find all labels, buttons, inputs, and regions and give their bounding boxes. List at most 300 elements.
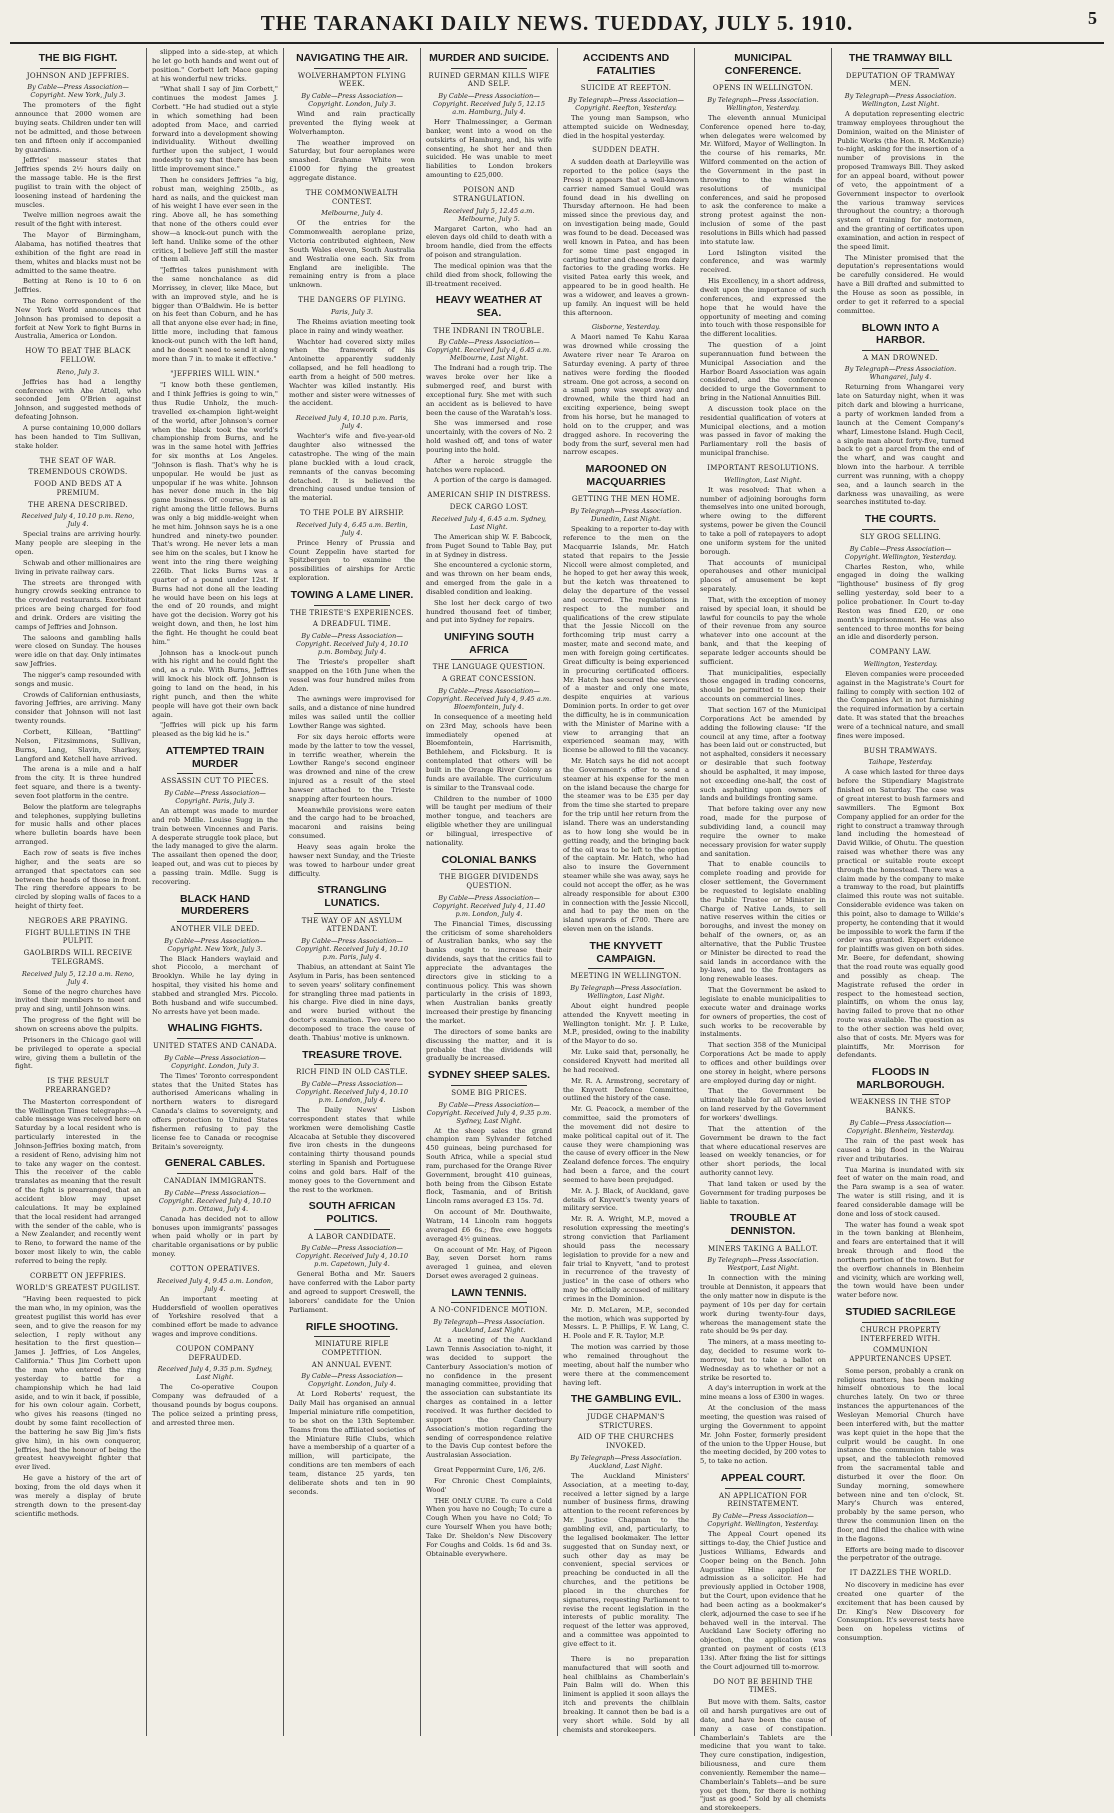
article-paragraph: An important meeting at Huddersfield of woollen operatives of Yorkshire resolved that a combined effort be made to advance wages and improve conditions. (152, 1294, 278, 1339)
article-headline: ATTEMPTED TRAIN MURDER (165, 745, 265, 770)
article-subheading: THE SEAT OF WAR. (39, 456, 117, 465)
article-subheading: COMPANY LAW. (869, 648, 932, 657)
article (700, 464, 826, 1206)
article-paragraph: Heavy seas again broke the hawser next Sunday, and the Trieste was towed to harbour under great difficulty. (289, 842, 415, 878)
article-body (837, 670, 964, 741)
article-subheading: CHURCH PROPERTY INTERFERED WITH. (860, 1325, 941, 1343)
article-headline: COLONIAL BANKS (441, 853, 537, 866)
article-body (152, 807, 278, 887)
article (563, 1655, 689, 1735)
article-paragraph: There is no preparation manufactured that will sooth and heal chilblains as Chamberlain's Pain Balm will do. When this liniment is applied it soon allays the itch and prevents the chilblain breaking. It cannot then be bad is a very short while. Sold by all chemists and storekeepers. (563, 1654, 689, 1734)
article (426, 1069, 552, 1281)
article-subheading: THE COMMONWEALTH CONTEST. (305, 188, 399, 206)
article-paragraph: The question of a joint superannuation fund between the Municipal Association and the Harbor Board Association was again considered, and the conference decided to urge the Government to bring in the National Annuities Bill. (700, 341, 826, 403)
article-subheading: IS THE RESULT PREARRANGED? (45, 1077, 111, 1094)
article (152, 370, 278, 740)
article-body (289, 1390, 415, 1496)
article (289, 884, 415, 1042)
article-paragraph: An attempt was made to murder and rob Mdlle. Louise Sugg in the train between Vincennes and Paris. A desperate struggle took place, but the lady managed to give the alarm. The assailant then opened the door, leaped out, and was cut to pieces by a passing train. Mdlle. Sugg is recovering. (152, 806, 278, 886)
article-headline: BLACK HAND MURDERERS (180, 892, 250, 918)
article-body (837, 110, 964, 315)
article-paragraph: That land taken or used by the Government for trading purposes be liable to taxation. (700, 1179, 826, 1206)
article-subheading: GETTING THE MEN HOME. (571, 495, 681, 504)
article-paragraph: Mr. G. Peacock, a member of the committee, said the promoters of the movement did not desire to make political capital out of it. The cause they were championing was the cause of every officer in the New Zealand defence forces. The enquiry had been a farce, and the court seemed to have been prejudged. (563, 1105, 689, 1184)
article-subheading: A DREADFUL TIME. (312, 620, 392, 629)
article-byline: Received July 4, 6.45 a.m. Sydney, Last Night. (431, 514, 547, 531)
article-byline: By Cable—Press Association—Copyright. Blenheim, Yesterday. (846, 1118, 955, 1135)
article-paragraph: Efforts are being made to discover the perpetrator of the outrage. (837, 1545, 964, 1563)
article-subheading: SLY GROG SELLING. (859, 532, 942, 541)
article-paragraph: Prisoners in the Chicago gaol will be privileged to operate a special wire, giving them a bulletin of the fight. (15, 1035, 141, 1071)
article-body (426, 533, 552, 625)
article-body (426, 1127, 552, 1281)
article-byline: Received July 4, 9.35 p.m. Sydney, Last Night. (157, 1365, 273, 1382)
article-byline: By Cable—Press Association—Copyright. Received July 4, 10.10 p.m. Paris, July 4. (295, 937, 409, 962)
column-3 (284, 48, 421, 1736)
article-paragraph: "Jeffries will pick up his farm pleased as the big kid he is." (152, 721, 278, 739)
article-paragraph: The promoters of the fight announce that 2000 women are buying seats. Children under ten will not be admitted, and those between ten and fifteen only if accompanied by guardians. (15, 101, 141, 154)
article-body (426, 920, 552, 1064)
article-subheading: "JEFFRIES WILL WIN." (170, 369, 260, 378)
article-byline: By Cable—Press Association—Copyright. Received July 4, 9.35 p.m. Sydney, Last Night. (426, 1100, 552, 1125)
article-paragraph: That, with the exception of money raised by special loan, it should be lawful for councils to pay the whole of their revenue from any source whatever into one account at the bank, and that the keeping of separate ledger accounts should be sufficient. (700, 595, 826, 666)
article-paragraph: About eight hundred people attended the Knyvett meeting in Wellington tonight. Mr. J. P. Luke, M.P., presided, owing to the inability of the Mayor to do so. (563, 1001, 689, 1046)
article-paragraph: The American ship W. F. Babcock, from Puget Sound to Table Bay, put in at Sydney in distress. (426, 532, 552, 559)
article-paragraph: The Minister promised that the deputation's representations would be carefully considered. He would have a Bill drafted and submitted to the House as soon as possible, in order to get it referred to a special committee. (837, 253, 964, 315)
article-body (15, 1098, 141, 1266)
article-paragraph: slipped into a side-step, at which he let go both hands and went out of position." Corbett left Mace gaping at his wonderful new tricks. (152, 48, 278, 83)
article-paragraph: Tua Marina is inundated with six feet of water on the main road, and the Para swamp is a sea of water. The water is still rising, and it is feared considerable damage will be done and loss of stock caused. (837, 1165, 964, 1218)
page-number: 5 (1088, 8, 1098, 28)
columns-container (10, 48, 1104, 1813)
article (700, 52, 826, 458)
article-byline: By Cable—Press Association—Copyright. Paris, July 3. (164, 788, 266, 805)
article (426, 631, 552, 847)
article (426, 1466, 552, 1558)
article-paragraph: "Jeffries takes punishment with the same nonchalance as did Morrissey, in clever, like Mace, but with an improved style, and he is bigger than O'Baldwin. He is better on his feet than Coburn, and he has all that anyone else ever had; in fine, little more, including that famous knock-out punch with the left hand, and he doesn't need to send it along more than 7 in. to make it effective." (152, 266, 278, 363)
article-paragraph: The water has found a weak spot in the town banking at Blenheim, and fears are entertained that it will break through and flood the northern portion of the town. But for the overflow channels in Blenheim and vicinity, which are working well, the town would have been under water before now. (837, 1220, 964, 1300)
article-byline: By Cable—Press Association—Copyright. Received July 4, 10.10 p.m. Ottawa, July 4. (158, 1188, 272, 1213)
column-7 (832, 48, 969, 1736)
article-paragraph: She lost her deck cargo of two hundred thousand feet of timber, and put into Sydney for repairs. (426, 598, 552, 625)
article (426, 294, 552, 485)
article-body (152, 1072, 278, 1152)
article (15, 457, 141, 911)
headline-rule (588, 80, 664, 81)
article-paragraph: Mr. R. A. Wright, M.P., moved a resolution expressing the meeting's strong conviction that Parliament should pass the necessary legislation to provide for a new and fair trial to Knyvett, "and to protest in recurrence of the travesty of justice" in the case of others who may be officially accused of military crimes in the Dominion. (563, 1215, 689, 1303)
article (837, 1569, 964, 1643)
article-paragraph: The awnings were improvised for sails, and a distance of nine hundred miles was sailed until the collier Lowther Range was sighted. (289, 695, 415, 730)
article-byline: Reno, July 3. (56, 367, 100, 376)
article (426, 186, 552, 288)
article-body (700, 486, 826, 1207)
article-paragraph: That section 167 of the Municipal Corporations Act be amended by adding the following clause: "If the council at any time, after a footway has been laid out or constructed, but not asphalted, considers it necessary or desirable that such footway should be asphalted, it may impose, not exceeding one-half, the cost of such asphalting upon owners of lands and buildings fronting same. (700, 706, 826, 803)
article-paragraph: Margaret Carton, who had an eleven days old child to death with a broom handle, died from the effects of poison and strangulation. (426, 224, 552, 260)
article-body (152, 955, 278, 1017)
article-paragraph: Johnson has a knock-out punch with his right and he could fight the end, as a rule. With Burns, Jeffries will knock his block off. Johnson is going to land on the head, in his right punch, and then the white people will have got their own back again. (152, 648, 278, 719)
article-headline: LAWN TENNIS. (451, 1286, 527, 1299)
article-paragraph: Thabius, an attendant at Saint Yle Asylum in Paris, has been sentenced to seven years' solitary confinement for strangling three mad patients in his charge. Five died in nine days, and were buried without the doctor's examination. Two were too decomposed to trace the cause of death. Thabius' motive is unknown. (289, 963, 415, 1042)
article-body (152, 1295, 278, 1339)
article-subheading: DO NOT BE BEHIND THE TIMES. (713, 1677, 813, 1695)
article-paragraph: The medical opinion was that the child died from shock, following the ill-treatment received. (426, 261, 552, 288)
article-paragraph: That the attention of the Government be drawn to the fact that where educational reserves are leased on weekly tenancies, or for other short periods, the local authority cannot levy. (700, 1124, 826, 1178)
headline-rule (725, 80, 801, 81)
article-headline: SOUTH AFRICAN POLITICS. (308, 1200, 396, 1225)
article-byline: Melbourne, July 4. (321, 209, 383, 218)
article (15, 347, 141, 450)
article-subheading: THE DANGERS OF FLYING. (298, 296, 406, 305)
article-body (152, 381, 278, 739)
article-paragraph: Each row of seats is five inches higher, and the seats are so arranged that spectators can see between the heads of those in front. The ring therefore appears to be circled by sloping walls of faces to a height of thirty feet. (15, 848, 141, 911)
article-byline: By Telegraph—Press Association. Auckland, Last Night. (570, 1453, 682, 1470)
article-paragraph: Some person, probably a crank on religious matters, has been making himself obnoxious to the local churches lately. On two or three instances the appurtenances of the Wesleyan Memorial Church have been interfered with, but the matter was kept quiet in the hope that the culprit would be caught. In one instance the communion table was upset, and the tablecloth removed from the sacramental table and disturbed it over the floor. On Sunday morning, somewhere between nine and ten o'clock, St. Mary's Church was entered, probably by the same person, who threw the communion linen on the floor, and filled the chalice with wine in the flagons. (837, 1366, 964, 1543)
article-paragraph: Schwab and other millionaires are living in private railway cars. (15, 558, 141, 576)
article-paragraph: That accounts of municipal operahouses and other municipal places of amusement be kept separately. (700, 558, 826, 594)
article-paragraph: The Appeal Court opened its sittings to-day, the Chief Justice and Justices Williams, Edwards and Cooper being on the Bench. John Augustine Hine applied for admission as a solicitor. He had previously applied in October 1908, but the Court, upon evidence that he had been acting as a bookmaker's clerk, adjourned the case to see if he behaved well in the interval. The Auckland Law Society offering no objection, the application was granted on payment of costs (£13 13s). After fixing the list for sittings the Court adjourned till to-morrow. (700, 1530, 826, 1671)
article-paragraph: Eleven companies were proceeded against in the Magistrate's Court for failing to comply with section 102 of the Companies Act in not furnishing the required information by a certain date. It was stated that the breaches were of a technical nature, and small fines were imposed. (837, 669, 964, 740)
article-paragraph: The nigger's camp resounded with songs and music. (15, 670, 141, 688)
article (563, 1393, 689, 1648)
headline-rule (725, 1488, 801, 1489)
article-byline: By Cable—Press Association—Copyright. Received July 4, 6.45 a.m. Melbourne, Last Night. (426, 338, 552, 363)
article-paragraph: The saloons and gambling halls were closed on Sunday. The houses were idle on that day. Only intimates saw Jeffries. (15, 633, 141, 669)
article-paragraph: Special trains are arriving hourly. Many people are sleeping in the open. (15, 530, 141, 556)
article-body (563, 1002, 689, 1387)
article-byline: By Telegraph—Press Association. Westport, Last Night. (707, 1256, 819, 1273)
article (837, 747, 964, 1061)
article-body (289, 1270, 415, 1314)
article (563, 323, 689, 457)
article-paragraph: Then he considers Jeffries "a big, robust man, weighing 250lb., as hard as nails, and the quickest man of his weight I have ever seen in the ring. Above all, he has something that none of the others could ever show—a knock-out punch with the left hand. Unlike some of the other critics, I believe Jeff still the master of them all. (152, 175, 278, 264)
article-paragraph: Canada has decided not to allow bonuses upon immigrants' passages when paid wholly or in part by charitable organisations or by public money. (152, 1214, 278, 1259)
article-paragraph: A Maori named Te Kahu Karaa was drowned while crossing the Awatere river near Te Araroa on Saturday evening. A party of three natives were fording the flooded stream. One got across, a second on a small pony was swept away and drowned, while the third had an exciting experience, being swept from his horse, but he managed to hold on to the crupper, and was dragged ashore. In recovering the body from the surf, several men had narrow escapes. (563, 333, 689, 457)
article-byline: By Cable—Press Association—Copyright. Received July 4, 10.10 p.m. Bombay, July 4. (295, 632, 409, 657)
article-subheading: JOHNSON AND JEFFRIES. (26, 71, 130, 80)
article-paragraph: In consequence of a meeting held on 23rd May, schools have been immediately opened at Bloemfontein, Harrismith, Bethlehem, and Ficksburg. It is contemplated that others will be built in the Orange River Colony as funds are available. The curriculum is similar to the Transvaal code. (426, 712, 552, 792)
headline-rule (177, 921, 253, 922)
article-paragraph: Mr. Luke said that, personally, he considered Knyvett had merited all he had received. (563, 1048, 689, 1074)
article-body (289, 658, 415, 878)
article-subheading: AID OF THE CHURCHES INVOKED. (577, 1433, 675, 1451)
article-byline: By Telegraph—Press Association. Whangarei, July 4. (844, 365, 957, 382)
article-byline: By Cable—Press Association—Copyright. Wellington, Yesterday. (707, 1512, 819, 1529)
article-byline: By Cable—Press Association—Copyright. London, July 4. (301, 1372, 403, 1389)
article-paragraph: The rain of the past week has caused a big flood in the Wairau river and tributaries. (837, 1136, 964, 1163)
article-paragraph: Wachter's wife and five-year-old daughter also witnessed the catastrophe. The wing of the main plane buckled with a loud crack, remnants of the canvas becoming detached. It is believed the drenching caused undue tension of the material. (289, 432, 415, 503)
article-headline: RIFLE SHOOTING. (305, 1320, 399, 1333)
headline-rule (314, 605, 390, 606)
article-byline: Received July 4, 6.45 a.m. Berlin, July 4. (296, 520, 408, 537)
article-body (15, 530, 141, 911)
article (563, 940, 689, 1387)
headline-rule (588, 968, 664, 969)
article-paragraph: General Botha and Mr. Sauers have conferred with the Labor party and agreed to support Creswell, the laborers' candidate for the Union Parliament. (289, 1270, 415, 1314)
article-body (837, 768, 964, 1060)
article-paragraph: Below the platform are telegraphs and telephones, supplying bulletins for music halls and other places where bulletin boards have been arranged. (15, 802, 141, 847)
article-body (152, 1215, 278, 1259)
article-headline: MUNICIPAL CONFERENCE. (724, 52, 802, 77)
article-paragraph: For Chronic Chest Complaints, Wood' (426, 1476, 552, 1494)
article-subheading: BUSH TRAMWAYS. (863, 746, 938, 755)
article-headline: THE GAMBLING EVIL. (570, 1393, 682, 1406)
article-subheading: A MAN DROWNED. (863, 353, 938, 362)
article (837, 513, 964, 642)
article-paragraph: "I know both these gentlemen, and I think Jeffries is going to win," thus Rudie Unholz, the much-travelled ex-champion light-weight of the world, after Johnson's corner when the black took the world's championship from Burns, and he was in the same hotel with Jeffries for six months at Los Angeles. "Johnson is flash. That's why he is unpopular. He would be just as unpopular if he was white. Johnson has never done much in the big game business. Of course, he is all right among the little fellows. Burns was only a big middle-weight when he met him. Johnson says he is a one hundred and ninety-two pounder. That's wrong. He never lets a man see him on the scales, but I know he went into the ring there weighing 226lb. That licks Burns was a quarter of a pound under 12st. If Burns had not done all the leading he would have been on his legs at the end of 20 rounds, and might have got the decision. Worry got his weight down, and then, he lost him the fight. He thought he could beat him." (152, 381, 278, 646)
article-byline: By Cable—Press Association—Copyright. Wellington, Yesterday. (844, 544, 957, 561)
article-subheading: CORBETT ON JEFFRIES. (30, 1271, 126, 1280)
article-headline: FLOODS IN MARLBOROUGH. (856, 1066, 945, 1091)
article-byline: Wellington, Yesterday. (863, 659, 938, 668)
headline-rule (451, 68, 527, 69)
article-paragraph: A case which lasted for three days before the Stipendiary Magistrate finished on Saturday. The case was of great interest to bush farmers and sawmillers. The Egmont Box Company applied for an order for the right to construct a tramway through land including the homestead of David Wilkie, of Ohutu. The question raised was whether there was any practical or suitable route except through the homestead. There was a claim made by the company to make a tramway to the road, but plaintiffs claimed this route was not suitable. Considerable evidence was taken on this point, also to damage to Wilkie's property, he contending that it would be impossible to work the farm if the order was granted. Expert evidence for plaintiffs was given on both sides. Mr. Beere, for defendant, showing that the road route was equally good and possibly as cheap. The Magistrate refused the order in respect to the homestead section, plaintiffs, on whom the onus lay, having failed to prove that no other route was available. The question as to the other section was held over, also that of costs. Mr. Myers was for plaintiffs, Mr. Morrison for defendants. (837, 768, 964, 1060)
headline-rule (862, 350, 938, 351)
article-paragraph: Some of the negro churches have invited their members to meet and pray and sing, until Johnson wins. (15, 987, 141, 1014)
article-paragraph: Twelve million negroes await the result of the fight with interest. (15, 211, 141, 229)
article-subheading: DECK CARGO LOST. (449, 503, 529, 512)
article-paragraph: The streets are thronged with hungry crowds seeking entrance to the crowded restaurants. Exorbitant prices are being charged for food and drink. Orders are visiting the camps of Jeffries and Johnson. (15, 578, 141, 631)
article-subheading: ASSASSIN CUT TO PIECES. (161, 777, 269, 786)
article-paragraph: The weather improved on Saturday, but four aeroplanes were smashed. Grahame White won £1000 for flying the greatest aggregate distance. (289, 138, 415, 182)
article-subheading: THE ARENA DESCRIBED. (28, 500, 128, 509)
article-subheading: IMPORTANT RESOLUTIONS. (707, 464, 819, 472)
article-headline: THE COURTS. (864, 513, 937, 526)
article-paragraph: Jeffries' masseur states that Jeffries spends 2½ hours daily on the massage table. He is the first pugilist to train with the object of loosening instead of hardening the muscles. (15, 156, 141, 209)
article-paragraph: "What shall I say of Jim Corbett," continues the modest James J. Corbett. "He had studied out a style in which something had been adopted from Mace, and carried forward into a development showing individuality. Without dwelling further upon the subject, I would modestly to say that there has been little improvement since." (152, 85, 278, 173)
article-subheading: AN ANNUAL EVENT. (311, 1360, 393, 1369)
article-byline: By Cable—Press Association—Copyright. Received July 4, 10.10 p.m. Capetown, July 4. (295, 1244, 409, 1269)
article-body (837, 1367, 964, 1564)
article (152, 1265, 278, 1339)
article-body (563, 525, 689, 934)
article-paragraph: The progress of the fight will be shown on screens above the pulpits. (15, 1016, 141, 1033)
article-paragraph: THE ONLY CURE. To cure a Cold When you have no Cough; To cure a Cough When you have no Cold; To cure Yourself When you have both; Take Dr. Sheldon's New Discovery For Coughs and Colds. 1s 6d and 3s. Obtainable everywhere. (426, 1496, 552, 1558)
headline-rule (725, 1241, 801, 1242)
article-headline: MURDER AND SUICIDE. (429, 52, 549, 64)
article-body (563, 114, 689, 141)
newspaper-title: THE TARANAKI DAILY NEWS. TUEDDAY, JULY 5. 1910. (260, 10, 854, 35)
article (700, 1472, 826, 1672)
article-headline: UNIFYING SOUTH AFRICA (444, 631, 534, 656)
article-paragraph: The directors of some banks are discussing the matter, and it is probable that the dividends will gradually be increased. (426, 1027, 552, 1063)
article (289, 296, 415, 408)
article-paragraph: Children to the number of 1000 will be taught per medium of their mother tongue, and teachers are eligible whether they are unilingual or bilingual, irrespective of nationality. (426, 794, 552, 847)
article-paragraph: That the Government be ultimately liable for all rates levied on land reserved by the Government for workers' dwellings. (700, 1087, 826, 1122)
headline-rule (862, 1322, 938, 1323)
article-subheading: CANADIAN IMMIGRANTS. (163, 1176, 267, 1185)
article-paragraph: Jeffries has had a lengthy conference with Abe Attell, who seconded Jem O'Brien against Johnson, and suggested methods of defeating Johnson. (15, 377, 141, 422)
article-subheading: SUICIDE AT REEFTON. (580, 84, 672, 93)
article-byline: By Cable—Press Association—Copyright. New York, July 3. (164, 936, 266, 953)
article-body (563, 158, 689, 317)
article-headline: HEAVY WEATHER AT SEA. (435, 294, 543, 319)
article-paragraph: She was immersed and rose uncertainly, with the covers of No. 2 hold washed off, and tons of water pouring into the hold. (426, 419, 552, 454)
article-subheading: TO THE POLE BY AIRSHIP. (299, 509, 405, 518)
article-body (837, 383, 964, 507)
article (152, 745, 278, 887)
column-4 (421, 48, 558, 1736)
article-paragraph: Mr. R. A. Armstrong, secretary of the Knyvett Defence Committee, outlined the history of the case. (563, 1076, 689, 1103)
article-headline: THE KNYVETT CAMPAIGN. (589, 939, 663, 965)
masthead (10, 4, 1104, 44)
article-subheading: OPENS IN WELLINGTON. (712, 84, 814, 93)
headline-rule (40, 68, 116, 69)
article-paragraph: Returning from Whangarei very late on Saturday night, when it was pitch dark and blowing a hurricane, a party of workmen landed from a launch at the Cement Company's wharf, Limestone Island. Hugh Cecil, a single man about forty-five, turned back to get a parcel from the end of the wharf, and was caught and blown into the harbour. A terrible current was running, with a choppy sea, and a launch search in the darkness was unavailing, as were searches instituted to-day. (837, 383, 964, 507)
article-paragraph: That section 358 of the Municipal Corporations Act be made to apply to offices and other buildings over one storey in height, where persons are employed during day or night. (700, 1041, 826, 1085)
article-paragraph: No discovery in medicine has ever created one quarter of the excitement that has been caused by Dr. King's New Discovery for Consumption. It's severest tests have been on hopeless victims of consumption. (837, 1581, 964, 1643)
article-byline: By Telegraph—Press Association. Wellington, Last Night. (844, 92, 957, 109)
column-2 (147, 48, 284, 1736)
article-byline: By Telegraph—Press Association. Wellington, Last Night. (570, 983, 682, 1000)
article-paragraph: Lord Islington visited the conference, and was warmly received. (700, 248, 826, 275)
article-paragraph: At the conclusion of the mass meeting, the question was raised of urging the Government to appoint Mr. John Foster, formerly president of the union to the Upper House, but the meeting decided, by 200 votes to 5, to take no action. (700, 1404, 826, 1466)
article (837, 648, 964, 741)
article-body (289, 219, 415, 290)
article-subheading: UNITED STATES AND CANADA. (153, 1042, 277, 1050)
article-body (15, 378, 141, 451)
article-paragraph: The Black Handers waylaid and shot Piccolo, a merchant of Brooklyn. While he lay dying in hospital, they visited his home and stabbed and strangled Mrs. Piccolo. Both husband and wife succumbed. No arrests have yet been made. (152, 954, 278, 1016)
article-byline: By Telegraph—Press Association. Auckland, Last Night. (433, 1318, 545, 1335)
article-paragraph: The Mayor of Birmingham, Alabama, has notified theatres that exhibition of the fight are read in them, whites and blacks must not be admitted to the same theatre. (15, 231, 141, 275)
article (289, 589, 415, 878)
article-subheading: A GREAT CONCESSION. (441, 675, 537, 684)
article-subheading: THE LANGUAGE QUESTION. (432, 663, 546, 672)
article-body (15, 101, 141, 341)
article-body (289, 110, 415, 183)
headline-rule (314, 1064, 390, 1065)
article-paragraph: The Rheims aviation meeting took place in rainy and windy weather. (289, 317, 415, 335)
article-paragraph: A portion of the cargo is damaged. (434, 476, 552, 485)
article-paragraph: Of the entries for the Commonwealth aeroplane prize, Victoria contributed eighteen, New South Wales eleven, South Australia and Westralia one each. Six from England are ineligible. The remaining entry is from a place unknown. (289, 219, 415, 290)
article (152, 48, 278, 364)
article-subheading: TREMENDOUS CROWDS. (28, 468, 128, 477)
article-paragraph: Mr. A. J. Black, of Auckland, gave details of Knyvett's twenty years of military service. (563, 1186, 689, 1213)
article-headline: SYDNEY SHEEP SALES. (427, 1069, 551, 1082)
article-paragraph: The Auckland Ministers' Association, at a meeting to-day, received a letter signed by a large number of business firms, drawing attention to the recent references by Mr. Justice Chapman to the gambling evil, and, particularly, to the legalised bookmaker. The letter suggested that on Sunday next, or such other day as may be convenient, special services or preaching be conducted in all the churches, and the petitions be placed in the churches for signatures, requesting Parliament to revise the recent legislation in the interests of public morality. The request of the letter was approved, and a committee was appointed to give effect to it. (563, 1471, 689, 1648)
article-subheading: JUDGE CHAPMAN'S STRICTURES. (586, 1412, 666, 1430)
article-subheading: SOME BIG PRICES. (451, 1088, 527, 1097)
article-paragraph: His Excellency, in a short address, dwelt upon the importance of such conferences, and expressed the hope that he would have the opportunity of meeting and coming into touch with those responsible for the different localities. (700, 277, 826, 339)
article-byline: Received July 4, 9.45 a.m. London, July 4. (156, 1276, 274, 1293)
article-headline: TREASURE TROVE. (302, 1048, 402, 1061)
article-paragraph: The young man Sampson, who attempted suicide on Wednesday, died in the hospital yesterday. (563, 113, 689, 140)
article-paragraph: Great Peppermint Cure, 1/6, 2/6. (434, 1466, 546, 1475)
article-subheading: COTTON OPERATIVES. (170, 1264, 260, 1273)
article-byline: By Cable—Press Association—Copyright. Received July 5, 12.15 a.m. Hamburg, July 4. (432, 92, 546, 117)
article-body (15, 1295, 141, 1518)
article-body (837, 1137, 964, 1300)
article-paragraph: The miners, at a mass meeting to-day, decided to resume work to-morrow, but to take a ballot on Wednesday as to whether or not a strike be resorted to. (700, 1338, 826, 1382)
article-body (426, 225, 552, 289)
article-subheading: THE BIGGER DIVIDENDS QUESTION. (439, 873, 539, 890)
article-paragraph: She encountered a cyclonic storm, and was thrown on her beam ends, and emerged from the gale in a disabled condition and leaking. (426, 561, 552, 596)
newspaper-page (0, 4, 1114, 1813)
article (15, 917, 141, 1071)
article-byline: By Cable—Press Association—Copyright. Received July 4, 9.45 a.m. Bloemfontein, July 4. (426, 686, 552, 711)
article-byline: Received July 4, 10.10 p.m. Reno, July 4. (21, 512, 135, 529)
article (700, 1212, 826, 1466)
article-byline: By Cable—Press Association—Copyright. Received July 4, 11.40 p.m. London, July 4. (432, 893, 546, 918)
article-paragraph: The Financial Times, discussing the criticism of some shareholders of Australian banks, who say the banks ought to increase their dividends, says that the critics fail to appreciate the advantages the directors give in sticking to a continuous policy. This was shown particularly in the crisis of 1893, when Australian banks greatly increased their prestige by financing the market. (426, 919, 552, 1025)
article-headline: STRANGLING LUNATICS. (317, 884, 387, 909)
article-paragraph: The eleventh annual Municipal Conference opened here to-day, when delegates were welcomed by Mr. Wilford, Mayor of Wellington. In the course of his remarks, Mr. Wilford commented on the action of the Government in the past in throwing to the winds the resolutions of municipal conferences, and said he proposed to ask the conference to make a strong protest against the non-inclusion of some of the past resolutions in Bills which had passed into statute law. (700, 113, 826, 246)
article-paragraph: A discussion took place on the residential qualification of voters at Municipal elections, and a motion was passed in favor of making the Parliamentary roll the basis of municipal franchise. (700, 404, 826, 458)
article (15, 1077, 141, 1266)
article (152, 1345, 278, 1428)
article-paragraph: Betting at Reno is 10 to 6 on Jeffries. (15, 277, 141, 295)
article-subheading: A LABOR CANDIDATE. (307, 1232, 397, 1241)
article-body (700, 1274, 826, 1466)
article-subheading: MINERS TAKING A BALLOT. (707, 1244, 819, 1253)
article (837, 1066, 964, 1300)
article-body (426, 713, 552, 848)
article-body (289, 539, 415, 583)
article-subheading: WEAKNESS IN THE STOP BANKS. (850, 1098, 951, 1116)
article (152, 1157, 278, 1259)
article-paragraph: The motion was carried by those who remained throughout the meeting, about half the number who were there at the commencement having left. (563, 1343, 689, 1387)
article-byline: By Cable—Press Association—Copyright. Received July 4, 10.10 p.m. London, July 4. (295, 1079, 409, 1104)
article (289, 1200, 415, 1314)
article-paragraph: On account of Mr. Douthwaite, Watram, 14 Lincoln ram hoggets averaged £6 6s.; five ewe hoggets averaged 4½ guineas. (426, 1208, 552, 1243)
article-body (700, 1698, 826, 1813)
article-byline: Paris, July 3. (330, 307, 374, 316)
article-subheading: IT DAZZLES THE WORLD. (849, 1569, 952, 1578)
article (289, 1049, 415, 1195)
article-paragraph: Mr. D. McLaren, M.P., seconded the motion, which was supported by Messrs. L. P. Phillips, F. W. Lang, C. H. Poole and F. R. Taylor, M.P. (563, 1305, 689, 1341)
article (289, 509, 415, 583)
article (700, 1678, 826, 1813)
article-subheading: FOOD AND BEDS AT A PREMIUM. (33, 480, 123, 497)
article-byline: By Telegraph—Press Association. Dunedin, Last Night. (570, 507, 682, 524)
article-paragraph: Mr. Hatch says he did not accept the Government's offer to send a steamer at his expense for the men on the island because the charge for the steamer was to be £35 per day from the time she started to prepare for the trip until her return from the island. There was an understanding as to how long she would be in getting ready, and the bringing back of the oil was to be left to the option of the captain. Mr. Hatch, who had also to insure the Government steamer while she was away, says he could not accept the offer, as he was already responsible for about £300 in connection with the Jessie Niccoll, and had to pay the men on the island upwards of £700. There are eleven men on the islands. (563, 757, 689, 934)
article (152, 893, 278, 1017)
article (426, 52, 552, 180)
article-subheading: THE INDRANI IN TROUBLE. (433, 326, 545, 335)
article-subheading: THE WAY OF AN ASYLUM ATTENDANT. (301, 916, 403, 934)
article-body (700, 1530, 826, 1672)
article-headline: NAVIGATING THE AIR. (296, 52, 408, 64)
article-paragraph: The Trieste's propeller shaft snapped on the 16th June when the vessel was four hundred miles from Aden. (289, 658, 415, 693)
headline-rule (314, 1229, 390, 1230)
article-headline: ACCIDENTS AND FATALITIES (582, 52, 670, 77)
article (426, 854, 552, 1064)
article-paragraph: The Masterton correspondent of the Wellington Times telegraphs:—A cable message was received here on Saturday by a local resident who is particularly interested in the Johnson-Jeffries boxing match, from a resident of Reno, advising him not to take any wager on the contest. This the receiver of the cable translates as meaning that the result of the fight is prearranged, that an accident blow may upset calculations. It may be explained that the local resident had arranged with the sender of the cable, who is a New Zealander, and recently went to Reno, to forward the name of the boxer most likely to win, the cable referred to being the reply. (15, 1097, 141, 1265)
article-subheading: AMERICAN SHIP IN DISTRESS. (427, 491, 551, 500)
article-subheading: RICH FIND IN OLD CASTLE. (296, 1068, 408, 1077)
article-paragraph: Wind and rain practically prevented the flying week at Wolverhampton. (289, 110, 415, 136)
article-paragraph: Corbett, Killean, "Battling" Nelson, Fitzsimmons, Sullivan, Burns, Lang, Slavin, Sharkey, Langford and Ketchell have arrived. (15, 728, 141, 763)
article-paragraph: Wachter had covered sixty miles when the framework of his Antoinette apparently suddenly collapsed, and he fell headlong to earth from a height of 500 metres. Wachter was killed instantly. His mother and sister were witnesses of the accident. (289, 337, 415, 408)
headline-rule (314, 68, 390, 69)
article-paragraph: The Indrani had a rough trip. The waves broke over her like a submerged reef, and burst with exceptional fury. She met with such an accident as is believed to have been the cause of the Waratah's loss. (426, 364, 552, 417)
article-subheading: WOLVERHAMPTON FLYING WEEK. (297, 71, 407, 89)
article-paragraph: But move with them. Salts, castor oil and harsh purgatives are out of date, and have been the cause of many a case of constipation. Chamberlain's Tablets are the medicine that you want to take. They cure constipation, indigestion, biliousness, and cure them conveniently. Remember the name—Chamberlain's Tablets—and be sure you get them, for there is nothing "just as good." Sold by all chemists and storekeepers. (700, 1698, 826, 1813)
article-body (152, 1383, 278, 1427)
article-byline: By Telegraph—Press Association. Wellington, Yesterday. (707, 95, 819, 112)
article-headline: STUDIED SACRILEGE (845, 1306, 956, 1319)
article-paragraph: In connection with the mining trouble at Denniston, it appears that the only matter now in dispute is the payment of 10s per day for certain work during twenty-four days, whereas the management state the rate should be 9s per day. (700, 1274, 826, 1336)
article-paragraph: The Reno correspondent of the New York World announces that Johnson has promised to deposit a forfeit at New York to fight Burns in Australia, America or London. (15, 297, 141, 341)
article-body (563, 333, 689, 457)
headline-rule (314, 913, 390, 914)
article-headline: THE BIG FIGHT. (38, 52, 118, 64)
article-paragraph: "Having been requested to pick the man who, in my opinion, was the greatest pugilist this world has ever seen, and to give the reason for my selection, I reply without any hesitation to the first question—James J. Jeffries, of Los Angeles, California." Thus Jim Corbett upon the man who entered the ring yesterday to battle for a championship which he had laid aside, and to win it back, if possible, for his own colour again. Corbett, who gives his reasons (tinged no doubt by some faint recollection of the battering he saw Big Jim's fists give him), in his own conqueror, Jeffries, had the honour of being the greatest heavyweight fighter that ever lived. (15, 1295, 141, 1472)
article-paragraph: The Co-operative Coupon Company was defrauded of a thousand pounds by bogus coupons. The police seized a printing press, and arrested three men. (152, 1383, 278, 1427)
article-paragraph: Crowds of Californian enthusiasts, favoring Jeffries, are arriving. Many consider that Johnson will not last twenty rounds. (15, 690, 141, 726)
article-byline: Taihape, Yesterday. (868, 758, 933, 767)
article-subheading: NEGROES ARE PRAYING. (28, 916, 128, 925)
article-headline: TROUBLE AT DENNISTON. (729, 1212, 797, 1237)
